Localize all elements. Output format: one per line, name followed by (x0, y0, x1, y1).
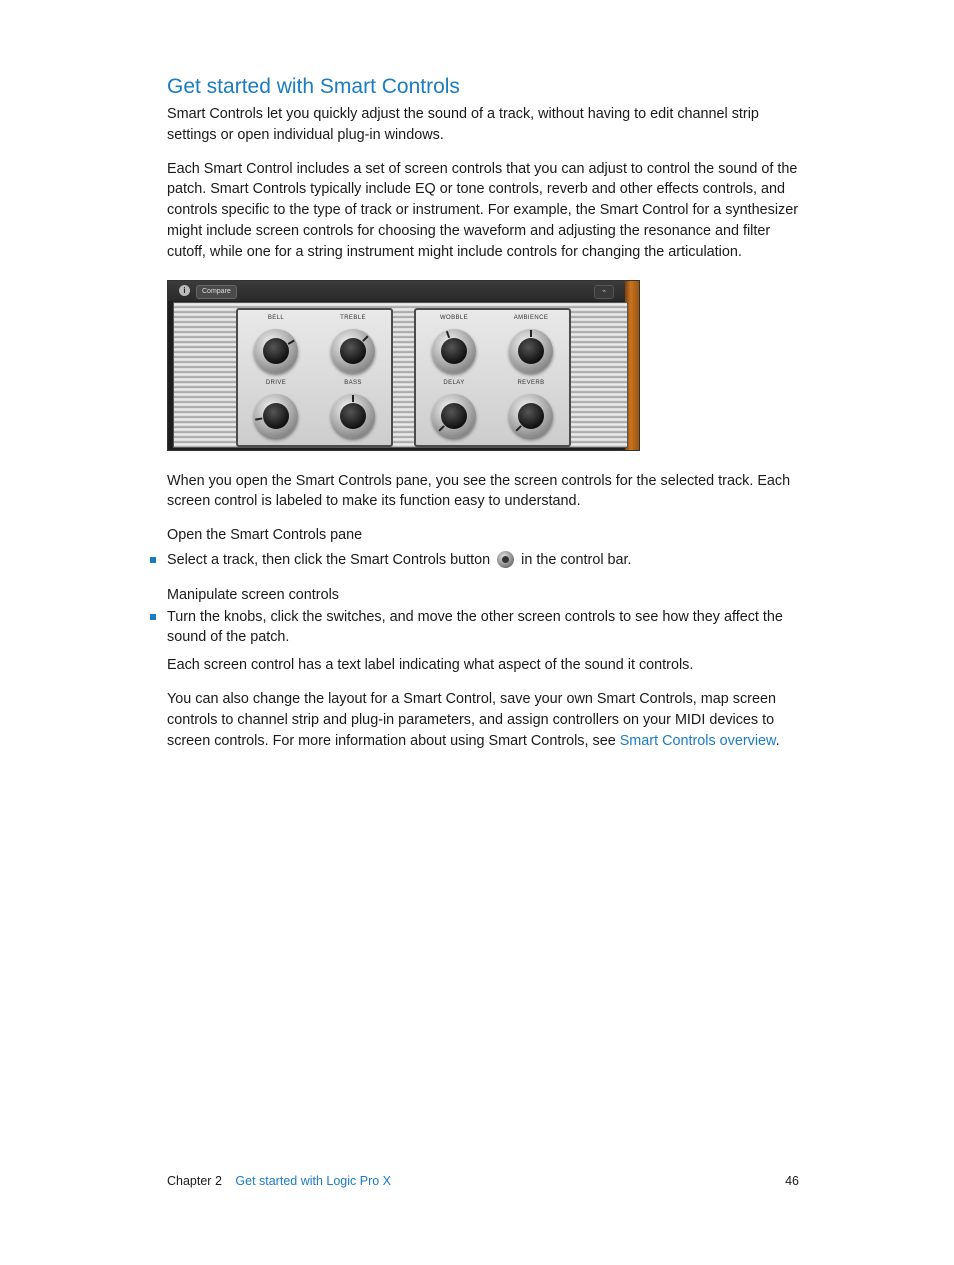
pane-description-paragraph: When you open the Smart Controls pane, you see the screen controls for the selected track. Each screen control is labeled to make its function easy to understand. (167, 472, 791, 510)
knob-icon (509, 329, 553, 373)
speaker-grille (173, 302, 628, 448)
knob-label: REVERB (517, 379, 545, 386)
list-item (167, 607, 799, 649)
knob-icon (254, 394, 298, 438)
smart-controls-button-icon (497, 551, 514, 568)
knob-label: AMBIENCE (513, 314, 549, 321)
list-item-text: Select a track, then click the Smart Controls button in the control bar. (167, 551, 632, 568)
label-description-paragraph: Each screen control has a text label indicating what aspect of the sound it controls. (167, 657, 694, 674)
page-footer (167, 1173, 799, 1189)
knob-group-right (414, 308, 571, 447)
footer-chapter: Chapter 2 (167, 1174, 222, 1188)
eq-icon: ⌁ (594, 285, 614, 299)
list-item-text: Turn the knobs, click the switches, and move the other screen controls to see how they affect the sound of the patch. (167, 608, 783, 646)
bullet-icon (150, 557, 156, 563)
page-content (167, 70, 799, 751)
knob-label: TREBLE (340, 314, 366, 321)
more-info-paragraph: You can also change the layout for a Smart Control, save your own Smart Controls, map screen controls to channel strip and plug-in parameters, and assign controllers on your MIDI devices to screen controls. For more information about using Smart Controls, see Smart Controls overview. (167, 690, 780, 749)
knob-label: DRIVE (265, 379, 287, 386)
compare-button: Compare (196, 285, 237, 299)
knob-group-left (236, 308, 393, 447)
knob-control (323, 314, 383, 376)
smart-controls-overview-link[interactable]: Smart Controls overview (619, 732, 776, 749)
knob-icon (331, 394, 375, 438)
footer-chapter-link[interactable]: Get started with Logic Pro X (235, 1174, 392, 1188)
knob-control (501, 379, 561, 441)
knob-control (424, 379, 484, 441)
knob-label: BELL (267, 314, 285, 321)
page-number: 46 (785, 1174, 799, 1188)
knob-label: BASS (344, 379, 362, 386)
knob-icon (509, 394, 553, 438)
knob-icon (254, 329, 298, 373)
knob-icon (331, 329, 375, 373)
knob-label: WOBBLE (439, 314, 469, 321)
task-heading-open-pane: Open the Smart Controls pane (167, 527, 363, 544)
knob-control (246, 314, 306, 376)
knob-control (501, 314, 561, 376)
list-item (167, 550, 799, 571)
bullet-icon (150, 614, 156, 620)
knob-control (323, 379, 383, 441)
knob-icon (432, 329, 476, 373)
knob-label: DELAY (443, 379, 465, 386)
smart-controls-screenshot (167, 280, 640, 451)
description-paragraph: Each Smart Control includes a set of screen controls that you can adjust to control the sound of the patch. Smart Controls typically include EQ or tone controls, reverb and other effects controls, and controls specific to the type of track or instrument. For example, the Smart Control for a synthesizer might include screen controls for choosing the waveform and adjusting the resonance and filter cutoff, while one for a string instrument might include controls for changing the articulation. (167, 160, 799, 260)
section-heading: Get started with Smart Controls (167, 75, 460, 98)
smart-controls-toolbar (168, 281, 626, 301)
knob-icon (432, 394, 476, 438)
info-icon: i (179, 285, 190, 296)
task-heading-manipulate: Manipulate screen controls (167, 586, 339, 603)
knob-control (424, 314, 484, 376)
intro-paragraph: Smart Controls let you quickly adjust the sound of a track, without having to edit channel strip settings or open individual plug-in windows. (167, 106, 759, 143)
knob-control (246, 379, 306, 441)
